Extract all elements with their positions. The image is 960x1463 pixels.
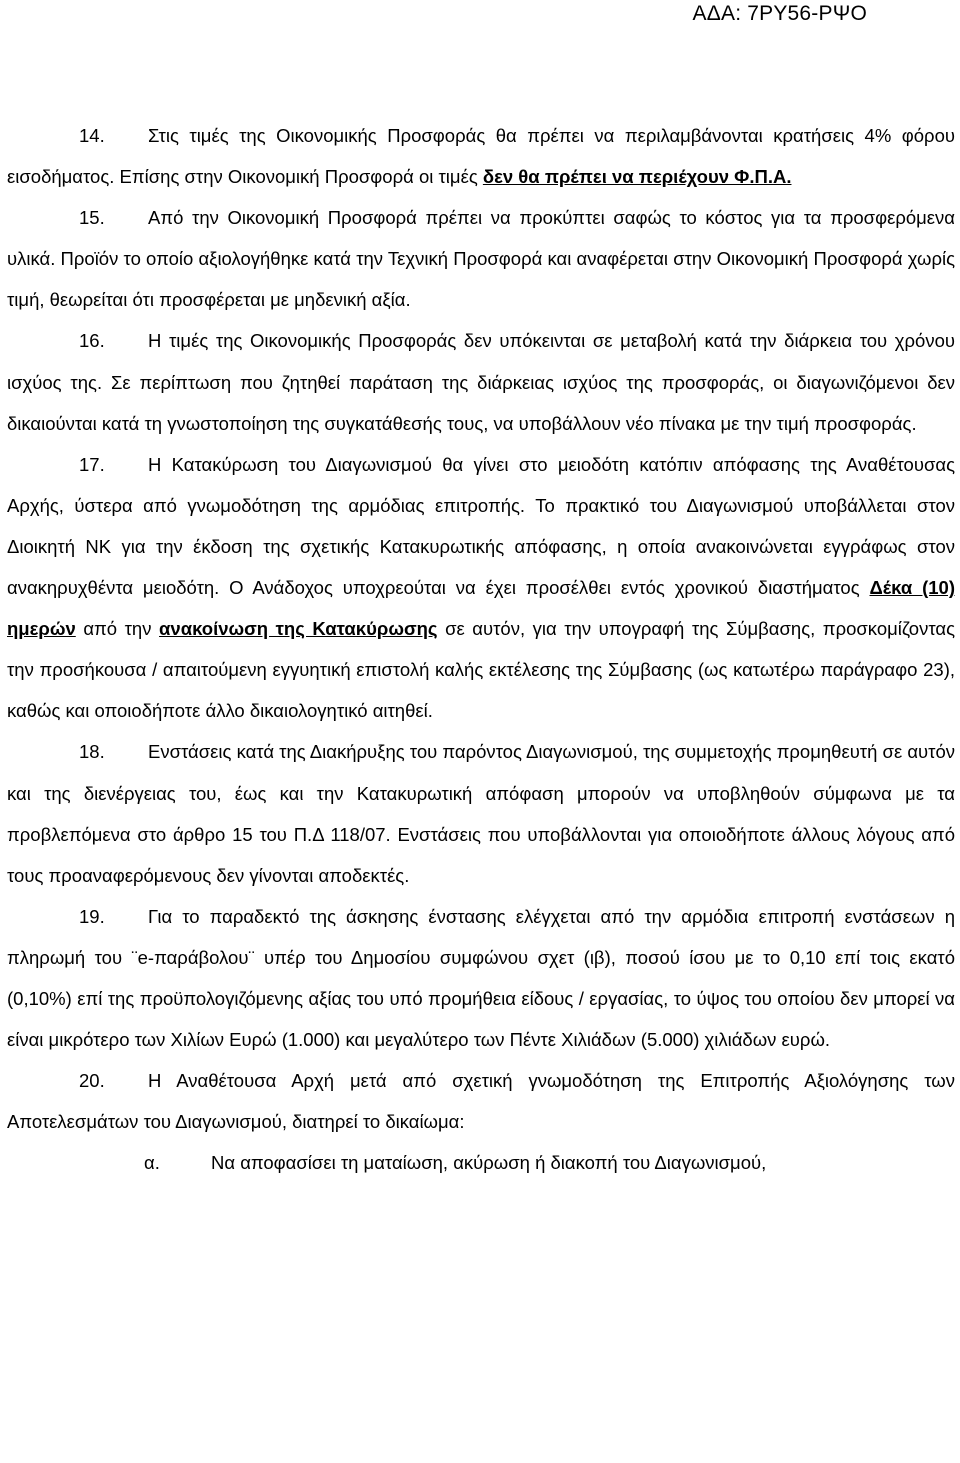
paragraph-text: Για το παραδεκτό της άσκησης ένστασης ελέγχεται από την αρμόδια επιτροπή ενστάσεων η πληρωμή του ¨e-παράβολου¨ υπέρ του Δημοσίου συμφώνου σχετ (ιβ), ποσού ίσου με το 0,10 επί τοις εκατό (0,10%) επί της προϋπολογιζόμενης αξίας του υπό προμήθεια είδους / εργασίας, το ύψος του οποίου δεν μπορεί να είναι μικρότερο των Χιλίων Ευρώ (1.000) και μεγαλύτερο των Πέντε Χιλιάδων (5.000) χιλιάδων ευρώ. [7,905,955,1051]
paragraph-text: σε αυτόν, για την υπογραφή της Σύμβασης, προσκομίζοντας την προσήκουσα / απαιτούμενη εγγυητική επιστολή καλής εκτέλεσης της Σύμβασης (ως κατωτέρω παράγραφο 23), καθώς και οποιοδήποτε άλλο δικαιολογητικό αιτηθεί. [7,618,956,722]
paragraph-number: 16. [79,330,105,352]
paragraph-text: Στις τιμές της Οικονομικής Προσφοράς θα πρέπει να περιλαμβάνονται κρατήσεις 4% φόρου εισοδήματος. Επίσης στην Οικονομική Προσφορά οι τιμές [7,125,955,188]
sub-item-letter: α. [144,1152,160,1174]
paragraph-text: Η τιμές της Οικονομικής Προσφοράς δεν υπόκεινται σε μεταβολή κατά την διάρκεια του χρόνου ισχύος της. Σε περίπτωση που ζητηθεί παράταση της διάρκειας ισχύος της προσφοράς, οι διαγωνιζόμενοι δεν δικαιούνται κατά τη γνωστοποίηση της συγκατάθεσής τους, να υποβάλλουν νέο πίνακα με την τιμή προσφοράς. [7,330,955,434]
paragraph-text: Από την Οικονομική Προσφορά πρέπει να προκύπτει σαφώς το κόστος για τα προσφερόμενα υλικά. Προϊόν το οποίο αξιολογήθηκε κατά την Τεχνική Προσφορά και αναφέρεται στην Οικονομική Προσφορά χωρίς τιμή, θεωρείται ότι προσφέρεται με μηδενική αξία. [7,207,955,311]
paragraph-text: Ενστάσεις κατά της Διακήρυξης του παρόντος Διαγωνισμού, της συμμετοχής προμηθευτή σε αυτόν και της διενέργειας του, έως και την Κατακυρωτική απόφαση μπορούν να υποβληθούν σύμφωνα με τα προβλεπόμενα στο άρθρο 15 του Π.Δ 118/07. Ενστάσεις που υποβάλλονται για οποιοδήποτε άλλους λόγους από τους προαναφερόμενους δεν γίνονται αποδεκτές. [7,741,956,886]
paragraph-16 [7,320,955,443]
paragraph-number: 19. [79,905,105,927]
sub-item-text: Να αποφασίσει τη ματαίωση, ακύρωση ή διακοπή του Διαγωνισμού, [211,1152,767,1174]
paragraph-emphasis: δεν θα πρέπει να περιέχουν Φ.Π.Α. [482,166,792,188]
paragraph-text: Η Αναθέτουσα Αρχή μετά από σχετική γνωμοδότηση της Επιτροπής Αξιολόγησης των Αποτελεσμάτων του Διαγωνισμού, διατηρεί το δικαίωμα: [7,1070,955,1133]
paragraph-19 [7,896,955,1060]
paragraph-number: 14. [79,125,105,146]
paragraph-17 [7,444,955,732]
paragraph-text: από την [75,618,160,640]
paragraph-emphasis-announcement: ανακοίνωση της Κατακύρωσης [159,618,438,640]
paragraph-18 [7,731,955,895]
paragraph-20 [7,1060,955,1142]
paragraph-number: 17. [79,453,105,475]
document-reference-code: ΑΔΑ: 7ΡΥ56-ΡΨΟ [692,2,867,25]
paragraph-number: 20. [79,1070,105,1092]
paragraph-text: Η Κατακύρωση του Διαγωνισμού θα γίνει στο μειοδότη κατόπιν απόφασης της Αναθέτουσας Αρχής, ύστερα από γνωμοδότηση της αρμόδιας επιτροπής. Το πρακτικό του Διαγωνισμού υποβάλλεται στον Διοικητή ΝΚ για την έκδοση της σχετικής Κατακυρωτικής απόφασης, η οποία ανακοινώνεται εγγράφως στον ανακηρυχθέντα μειοδότη. Ο Ανάδοχος υποχρεούται να έχει προσέλθει εντός χρονικού διαστήματος [7,453,955,599]
sub-item [7,1142,955,1183]
paragraph-number: 18. [79,741,105,763]
paragraph-15 [7,197,955,320]
paragraph-emphasis-deadline: Δέκα (10) ημερών [7,577,955,640]
paragraph-number: 15. [79,207,105,229]
document-body [7,115,955,1183]
paragraph-14 [7,115,955,197]
